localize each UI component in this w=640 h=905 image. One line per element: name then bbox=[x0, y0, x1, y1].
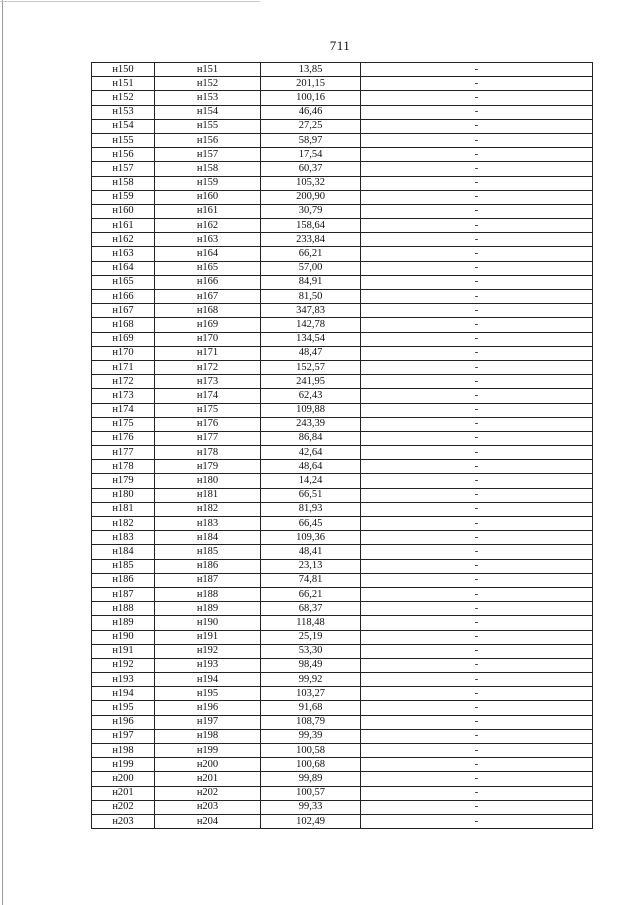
from-point-cell: н179 bbox=[92, 474, 155, 488]
distance-cell: 99,33 bbox=[261, 800, 361, 814]
to-point-cell: н188 bbox=[155, 587, 261, 601]
note-cell: - bbox=[361, 460, 593, 474]
table-row bbox=[92, 275, 593, 289]
from-point-cell: н196 bbox=[92, 715, 155, 729]
to-point-cell: н170 bbox=[155, 332, 261, 346]
from-point-cell: н165 bbox=[92, 275, 155, 289]
table-row bbox=[92, 247, 593, 261]
distance-cell: 118,48 bbox=[261, 616, 361, 630]
distance-cell: 100,57 bbox=[261, 786, 361, 800]
from-point-cell: н154 bbox=[92, 119, 155, 133]
distance-cell: 241,95 bbox=[261, 375, 361, 389]
to-point-cell: н169 bbox=[155, 318, 261, 332]
note-cell: - bbox=[361, 304, 593, 318]
distance-cell: 84,91 bbox=[261, 275, 361, 289]
note-cell: - bbox=[361, 162, 593, 176]
to-point-cell: н176 bbox=[155, 417, 261, 431]
to-point-cell: н179 bbox=[155, 460, 261, 474]
distance-cell: 243,39 bbox=[261, 417, 361, 431]
distance-cell: 109,36 bbox=[261, 531, 361, 545]
to-point-cell: н152 bbox=[155, 77, 261, 91]
note-cell: - bbox=[361, 446, 593, 460]
distance-cell: 60,37 bbox=[261, 162, 361, 176]
to-point-cell: н167 bbox=[155, 290, 261, 304]
note-cell: - bbox=[361, 573, 593, 587]
table-row bbox=[92, 148, 593, 162]
from-point-cell: н199 bbox=[92, 758, 155, 772]
distance-cell: 14,24 bbox=[261, 474, 361, 488]
table-row bbox=[92, 403, 593, 417]
note-cell: - bbox=[361, 673, 593, 687]
table-row bbox=[92, 814, 593, 828]
from-point-cell: н163 bbox=[92, 247, 155, 261]
from-point-cell: н185 bbox=[92, 559, 155, 573]
to-point-cell: н162 bbox=[155, 219, 261, 233]
table-row bbox=[92, 431, 593, 445]
distance-cell: 48,64 bbox=[261, 460, 361, 474]
distance-cell: 81,93 bbox=[261, 502, 361, 516]
note-cell: - bbox=[361, 119, 593, 133]
distance-cell: 98,49 bbox=[261, 658, 361, 672]
table-row bbox=[92, 772, 593, 786]
distance-cell: 66,21 bbox=[261, 247, 361, 261]
note-cell: - bbox=[361, 431, 593, 445]
table-row bbox=[92, 715, 593, 729]
to-point-cell: н186 bbox=[155, 559, 261, 573]
distance-cell: 23,13 bbox=[261, 559, 361, 573]
note-cell: - bbox=[361, 786, 593, 800]
distance-cell: 99,92 bbox=[261, 673, 361, 687]
note-cell: - bbox=[361, 417, 593, 431]
table-row bbox=[92, 616, 593, 630]
note-cell: - bbox=[361, 630, 593, 644]
from-point-cell: н178 bbox=[92, 460, 155, 474]
distance-cell: 99,39 bbox=[261, 729, 361, 743]
note-cell: - bbox=[361, 233, 593, 247]
note-cell: - bbox=[361, 290, 593, 304]
from-point-cell: н203 bbox=[92, 814, 155, 828]
table-row bbox=[92, 602, 593, 616]
table-row bbox=[92, 375, 593, 389]
note-cell: - bbox=[361, 800, 593, 814]
to-point-cell: н158 bbox=[155, 162, 261, 176]
note-cell: - bbox=[361, 658, 593, 672]
to-point-cell: н203 bbox=[155, 800, 261, 814]
table-row bbox=[92, 460, 593, 474]
note-cell: - bbox=[361, 701, 593, 715]
from-point-cell: н170 bbox=[92, 346, 155, 360]
distance-cell: 62,43 bbox=[261, 389, 361, 403]
note-cell: - bbox=[361, 105, 593, 119]
distance-cell: 42,64 bbox=[261, 446, 361, 460]
to-point-cell: н161 bbox=[155, 204, 261, 218]
from-point-cell: н202 bbox=[92, 800, 155, 814]
from-point-cell: н172 bbox=[92, 375, 155, 389]
from-point-cell: н152 bbox=[92, 91, 155, 105]
note-cell: - bbox=[361, 389, 593, 403]
from-point-cell: н161 bbox=[92, 219, 155, 233]
to-point-cell: н194 bbox=[155, 673, 261, 687]
table-row bbox=[92, 630, 593, 644]
note-cell: - bbox=[361, 531, 593, 545]
to-point-cell: н190 bbox=[155, 616, 261, 630]
note-cell: - bbox=[361, 814, 593, 828]
to-point-cell: н168 bbox=[155, 304, 261, 318]
note-cell: - bbox=[361, 190, 593, 204]
distance-cell: 46,46 bbox=[261, 105, 361, 119]
distance-cell: 68,37 bbox=[261, 602, 361, 616]
distance-cell: 105,32 bbox=[261, 176, 361, 190]
to-point-cell: н163 bbox=[155, 233, 261, 247]
distance-cell: 201,15 bbox=[261, 77, 361, 91]
from-point-cell: н155 bbox=[92, 133, 155, 147]
to-point-cell: н196 bbox=[155, 701, 261, 715]
to-point-cell: н165 bbox=[155, 261, 261, 275]
distance-cell: 99,89 bbox=[261, 772, 361, 786]
note-cell: - bbox=[361, 715, 593, 729]
table-row bbox=[92, 658, 593, 672]
distance-cell: 30,79 bbox=[261, 204, 361, 218]
distance-cell: 100,16 bbox=[261, 91, 361, 105]
note-cell: - bbox=[361, 148, 593, 162]
to-point-cell: н154 bbox=[155, 105, 261, 119]
from-point-cell: н169 bbox=[92, 332, 155, 346]
from-point-cell: н187 bbox=[92, 587, 155, 601]
table-row bbox=[92, 687, 593, 701]
table-row bbox=[92, 77, 593, 91]
note-cell: - bbox=[361, 602, 593, 616]
distance-cell: 103,27 bbox=[261, 687, 361, 701]
distance-cell: 17,54 bbox=[261, 148, 361, 162]
to-point-cell: н172 bbox=[155, 360, 261, 374]
table-row bbox=[92, 744, 593, 758]
note-cell: - bbox=[361, 545, 593, 559]
to-point-cell: н180 bbox=[155, 474, 261, 488]
distance-cell: 233,84 bbox=[261, 233, 361, 247]
table-row bbox=[92, 332, 593, 346]
distance-cell: 100,68 bbox=[261, 758, 361, 772]
note-cell: - bbox=[361, 204, 593, 218]
table-row bbox=[92, 446, 593, 460]
from-point-cell: н177 bbox=[92, 446, 155, 460]
to-point-cell: н195 bbox=[155, 687, 261, 701]
table-body bbox=[92, 63, 593, 829]
to-point-cell: н187 bbox=[155, 573, 261, 587]
distance-cell: 100,58 bbox=[261, 744, 361, 758]
to-point-cell: н159 bbox=[155, 176, 261, 190]
to-point-cell: н166 bbox=[155, 275, 261, 289]
to-point-cell: н151 bbox=[155, 63, 261, 77]
from-point-cell: н197 bbox=[92, 729, 155, 743]
distance-cell: 27,25 bbox=[261, 119, 361, 133]
distance-cell: 109,88 bbox=[261, 403, 361, 417]
note-cell: - bbox=[361, 176, 593, 190]
to-point-cell: н157 bbox=[155, 148, 261, 162]
distance-cell: 134,54 bbox=[261, 332, 361, 346]
note-cell: - bbox=[361, 247, 593, 261]
to-point-cell: н197 bbox=[155, 715, 261, 729]
to-point-cell: н153 bbox=[155, 91, 261, 105]
page-edge-left bbox=[2, 0, 3, 905]
to-point-cell: н201 bbox=[155, 772, 261, 786]
table-row bbox=[92, 219, 593, 233]
distance-cell: 57,00 bbox=[261, 261, 361, 275]
note-cell: - bbox=[361, 758, 593, 772]
table-row bbox=[92, 531, 593, 545]
distance-cell: 347,83 bbox=[261, 304, 361, 318]
table-row bbox=[92, 573, 593, 587]
note-cell: - bbox=[361, 219, 593, 233]
to-point-cell: н160 bbox=[155, 190, 261, 204]
from-point-cell: н164 bbox=[92, 261, 155, 275]
table-row bbox=[92, 559, 593, 573]
table-row bbox=[92, 587, 593, 601]
note-cell: - bbox=[361, 346, 593, 360]
to-point-cell: н181 bbox=[155, 488, 261, 502]
from-point-cell: н168 bbox=[92, 318, 155, 332]
table-row bbox=[92, 800, 593, 814]
from-point-cell: н180 bbox=[92, 488, 155, 502]
distance-cell: 58,97 bbox=[261, 133, 361, 147]
from-point-cell: н182 bbox=[92, 517, 155, 531]
from-point-cell: н174 bbox=[92, 403, 155, 417]
to-point-cell: н193 bbox=[155, 658, 261, 672]
to-point-cell: н174 bbox=[155, 389, 261, 403]
table-row bbox=[92, 417, 593, 431]
from-point-cell: н183 bbox=[92, 531, 155, 545]
to-point-cell: н171 bbox=[155, 346, 261, 360]
to-point-cell: н182 bbox=[155, 502, 261, 516]
note-cell: - bbox=[361, 502, 593, 516]
to-point-cell: н202 bbox=[155, 786, 261, 800]
note-cell: - bbox=[361, 687, 593, 701]
note-cell: - bbox=[361, 77, 593, 91]
table-row bbox=[92, 204, 593, 218]
from-point-cell: н162 bbox=[92, 233, 155, 247]
distance-cell: 152,57 bbox=[261, 360, 361, 374]
table-row bbox=[92, 304, 593, 318]
to-point-cell: н156 bbox=[155, 133, 261, 147]
to-point-cell: н185 bbox=[155, 545, 261, 559]
note-cell: - bbox=[361, 772, 593, 786]
distance-cell: 158,64 bbox=[261, 219, 361, 233]
distance-cell: 102,49 bbox=[261, 814, 361, 828]
from-point-cell: н150 bbox=[92, 63, 155, 77]
to-point-cell: н189 bbox=[155, 602, 261, 616]
to-point-cell: н178 bbox=[155, 446, 261, 460]
from-point-cell: н189 bbox=[92, 616, 155, 630]
table-row bbox=[92, 190, 593, 204]
distance-cell: 25,19 bbox=[261, 630, 361, 644]
from-point-cell: н184 bbox=[92, 545, 155, 559]
table-row bbox=[92, 63, 593, 77]
table-row bbox=[92, 389, 593, 403]
table-row bbox=[92, 644, 593, 658]
note-cell: - bbox=[361, 261, 593, 275]
from-point-cell: н173 bbox=[92, 389, 155, 403]
to-point-cell: н199 bbox=[155, 744, 261, 758]
to-point-cell: н175 bbox=[155, 403, 261, 417]
table-row bbox=[92, 176, 593, 190]
note-cell: - bbox=[361, 275, 593, 289]
table-row bbox=[92, 318, 593, 332]
distance-cell: 200,90 bbox=[261, 190, 361, 204]
table-row bbox=[92, 91, 593, 105]
from-point-cell: н157 bbox=[92, 162, 155, 176]
note-cell: - bbox=[361, 360, 593, 374]
points-table bbox=[91, 62, 593, 829]
from-point-cell: н167 bbox=[92, 304, 155, 318]
note-cell: - bbox=[361, 318, 593, 332]
from-point-cell: н151 bbox=[92, 77, 155, 91]
from-point-cell: н159 bbox=[92, 190, 155, 204]
note-cell: - bbox=[361, 133, 593, 147]
to-point-cell: н164 bbox=[155, 247, 261, 261]
distance-cell: 81,50 bbox=[261, 290, 361, 304]
to-point-cell: н183 bbox=[155, 517, 261, 531]
from-point-cell: н194 bbox=[92, 687, 155, 701]
table-row bbox=[92, 290, 593, 304]
to-point-cell: н155 bbox=[155, 119, 261, 133]
note-cell: - bbox=[361, 474, 593, 488]
table-row bbox=[92, 346, 593, 360]
table-row bbox=[92, 673, 593, 687]
from-point-cell: н193 bbox=[92, 673, 155, 687]
from-point-cell: н156 bbox=[92, 148, 155, 162]
from-point-cell: н175 bbox=[92, 417, 155, 431]
from-point-cell: н192 bbox=[92, 658, 155, 672]
from-point-cell: н176 bbox=[92, 431, 155, 445]
note-cell: - bbox=[361, 517, 593, 531]
distance-cell: 48,47 bbox=[261, 346, 361, 360]
from-point-cell: н188 bbox=[92, 602, 155, 616]
distance-cell: 74,81 bbox=[261, 573, 361, 587]
table-row bbox=[92, 133, 593, 147]
from-point-cell: н158 bbox=[92, 176, 155, 190]
table-row bbox=[92, 474, 593, 488]
distance-cell: 66,45 bbox=[261, 517, 361, 531]
to-point-cell: н177 bbox=[155, 431, 261, 445]
to-point-cell: н200 bbox=[155, 758, 261, 772]
to-point-cell: н173 bbox=[155, 375, 261, 389]
table-row bbox=[92, 233, 593, 247]
from-point-cell: н200 bbox=[92, 772, 155, 786]
note-cell: - bbox=[361, 559, 593, 573]
table-row bbox=[92, 758, 593, 772]
distance-cell: 66,21 bbox=[261, 587, 361, 601]
to-point-cell: н191 bbox=[155, 630, 261, 644]
table-row bbox=[92, 162, 593, 176]
distance-cell: 91,68 bbox=[261, 701, 361, 715]
table-row bbox=[92, 729, 593, 743]
note-cell: - bbox=[361, 375, 593, 389]
distance-cell: 86,84 bbox=[261, 431, 361, 445]
distance-cell: 53,30 bbox=[261, 644, 361, 658]
to-point-cell: н198 bbox=[155, 729, 261, 743]
from-point-cell: н198 bbox=[92, 744, 155, 758]
from-point-cell: н160 bbox=[92, 204, 155, 218]
table-row bbox=[92, 786, 593, 800]
page-edge-top bbox=[0, 1, 260, 2]
table-row bbox=[92, 545, 593, 559]
table-row bbox=[92, 261, 593, 275]
note-cell: - bbox=[361, 91, 593, 105]
note-cell: - bbox=[361, 587, 593, 601]
to-point-cell: н192 bbox=[155, 644, 261, 658]
page-number: 711 bbox=[329, 38, 351, 53]
table-row bbox=[92, 502, 593, 516]
distance-cell: 48,41 bbox=[261, 545, 361, 559]
table-row bbox=[92, 488, 593, 502]
to-point-cell: н204 bbox=[155, 814, 261, 828]
table-row bbox=[92, 105, 593, 119]
from-point-cell: н191 bbox=[92, 644, 155, 658]
from-point-cell: н190 bbox=[92, 630, 155, 644]
to-point-cell: н184 bbox=[155, 531, 261, 545]
note-cell: - bbox=[361, 729, 593, 743]
table-row bbox=[92, 360, 593, 374]
from-point-cell: н195 bbox=[92, 701, 155, 715]
distance-cell: 108,79 bbox=[261, 715, 361, 729]
from-point-cell: н181 bbox=[92, 502, 155, 516]
note-cell: - bbox=[361, 644, 593, 658]
note-cell: - bbox=[361, 332, 593, 346]
note-cell: - bbox=[361, 403, 593, 417]
from-point-cell: н171 bbox=[92, 360, 155, 374]
from-point-cell: н166 bbox=[92, 290, 155, 304]
from-point-cell: н153 bbox=[92, 105, 155, 119]
from-point-cell: н201 bbox=[92, 786, 155, 800]
from-point-cell: н186 bbox=[92, 573, 155, 587]
note-cell: - bbox=[361, 616, 593, 630]
distance-cell: 13,85 bbox=[261, 63, 361, 77]
note-cell: - bbox=[361, 744, 593, 758]
table-row bbox=[92, 701, 593, 715]
distance-cell: 66,51 bbox=[261, 488, 361, 502]
note-cell: - bbox=[361, 488, 593, 502]
distance-cell: 142,78 bbox=[261, 318, 361, 332]
table-row bbox=[92, 119, 593, 133]
table-row bbox=[92, 517, 593, 531]
note-cell: - bbox=[361, 63, 593, 77]
